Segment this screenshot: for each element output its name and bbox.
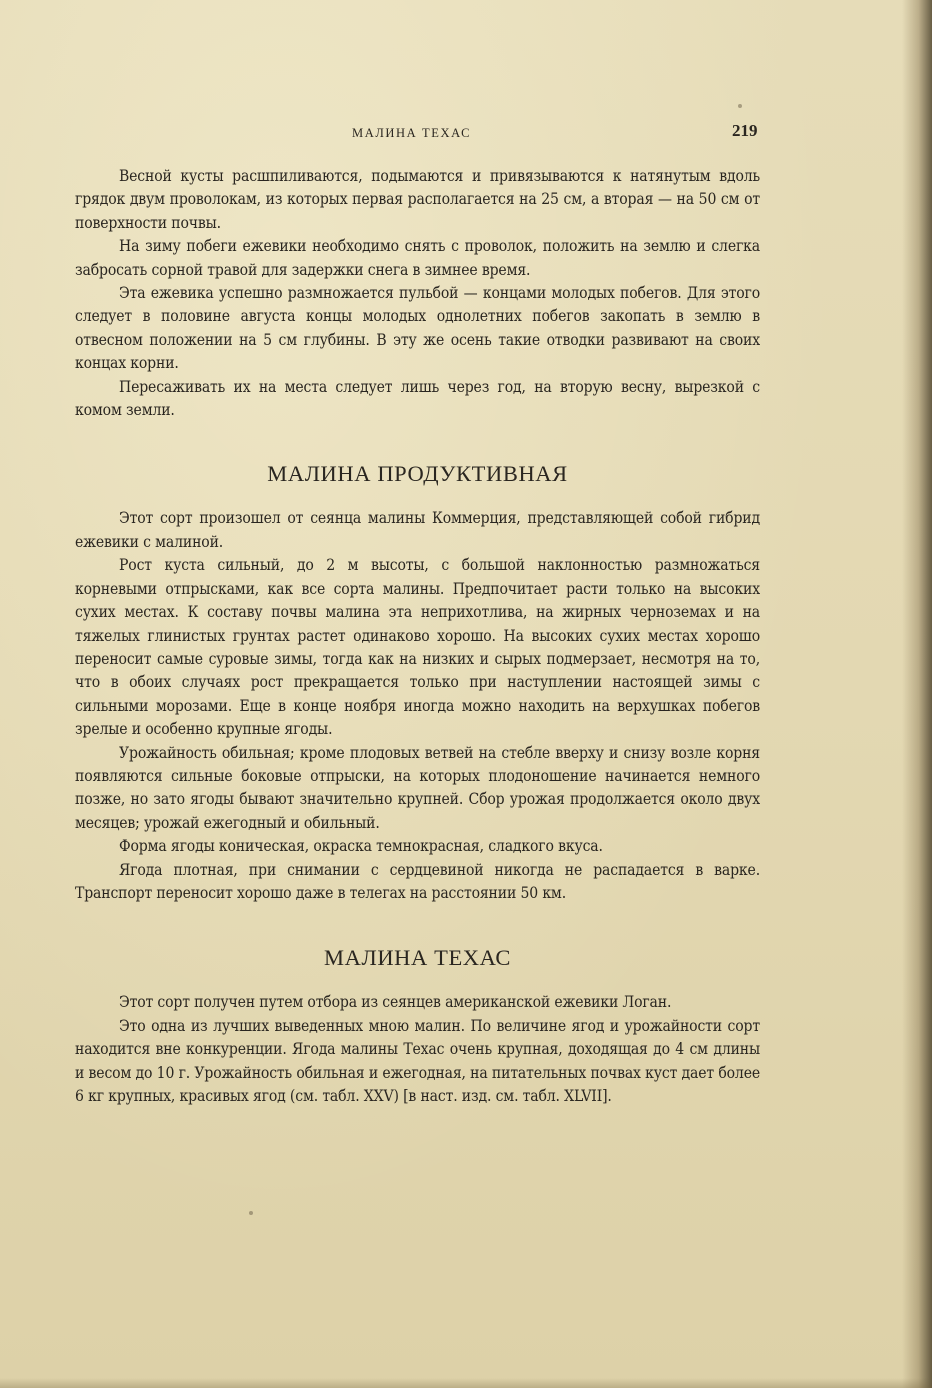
paragraph: Урожайность обильная; кроме плодовых ветвей на стебле вверху и снизу возле корня появляются сильные боковые отпрыски, на которых плодоношение начинается немного позже, но зато ягоды бывают значительно крупней. Сбор урожая продолжается около двух месяцев; урожай ежегодный и обильный.: [75, 743, 760, 832]
page-bottom-edge: [0, 1378, 932, 1388]
paragraph: Рост куста сильный, до 2 м высоты, с большой наклонностью размножаться корневыми отпрысками, как все сорта малины. Предпочитает расти только на высоких сухих местах. К составу почвы малина эта неприхотлива, на жирных черноземах и на тяжелых глинистых грунтах растет одинаково хорошо. На высоких сухих местах хорошо переносит самые суровые зимы, тогда как на низких и сырых подмерзает, несмотря на то, что в обоих случаях рост прекращается только при наступлении настоящей зимы с сильными морозами. Еще в конце ноября иногда можно находить на верхушках побегов зрелые и особенно крупные ягоды.: [75, 556, 760, 739]
page-spine-shadow: [902, 0, 932, 1388]
running-title: МАЛИНА ТЕХАС: [352, 126, 472, 140]
paragraph: Этот сорт произошел от сеянца малины Коммерция, представляющей собой гибрид ежевики с малиной.: [75, 509, 760, 551]
paper-speck: [249, 1211, 253, 1215]
section-heading-texas: МАЛИНА ТЕХАС: [324, 945, 511, 971]
paragraph: Форма ягоды коническая, окраска темнокрасная, сладкого вкуса.: [119, 837, 603, 856]
paragraph: Весной кусты расшпиливаются, подымаются и привязываются к натянутым вдоль грядок двум проволокам, из которых первая располагается на 25 см, а вторая — на 50 см от поверхности почвы.: [75, 167, 760, 232]
paragraph: Пересаживать их на места следует лишь через год, на вторую весну, вырезкой с комом земли.: [75, 377, 760, 420]
paragraph: Эта ежевика успешно размножается пульбой — концами молодых побегов. Для этого следует в половине августа концы молодых однолетних побегов закопать в землю в отвесном положении на 5 см глубины. В эту же осень такие отводки развивают на своих концах корни.: [75, 284, 760, 373]
section-heading-productive: МАЛИНА ПРОДУКТИВНАЯ: [267, 461, 568, 487]
paragraph: Этот сорт получен путем отбора из сеянцев американской ежевики Логан.: [119, 993, 672, 1012]
page-number: 219: [732, 121, 758, 140]
paragraph: Ягода плотная, при снимании с сердцевиной никогда не распадается в варке. Транспорт переносит хорошо даже в телегах на расстоянии 50 км.: [75, 860, 760, 902]
page-body: [75, 165, 760, 1108]
paper-speck: [738, 104, 742, 108]
paragraph: На зиму побеги ежевики необходимо снять с проволок, положить на землю и слегка забросать сорной травой для задержки снега в зимнее время.: [75, 237, 760, 279]
paragraph: Это одна из лучших выведенных мною малин. По величине ягод и урожайности сорт находится вне конкуренции. Ягода малины Техас очень крупная, доходящая до 4 см длины и весом до 10 г. Урожайность обильная и ежегодная, на питательных почвах куст дает более 6 кг крупных, красивых ягод (см. табл. XXV) [в наст. изд. см. табл. XLVII].: [75, 1016, 760, 1105]
